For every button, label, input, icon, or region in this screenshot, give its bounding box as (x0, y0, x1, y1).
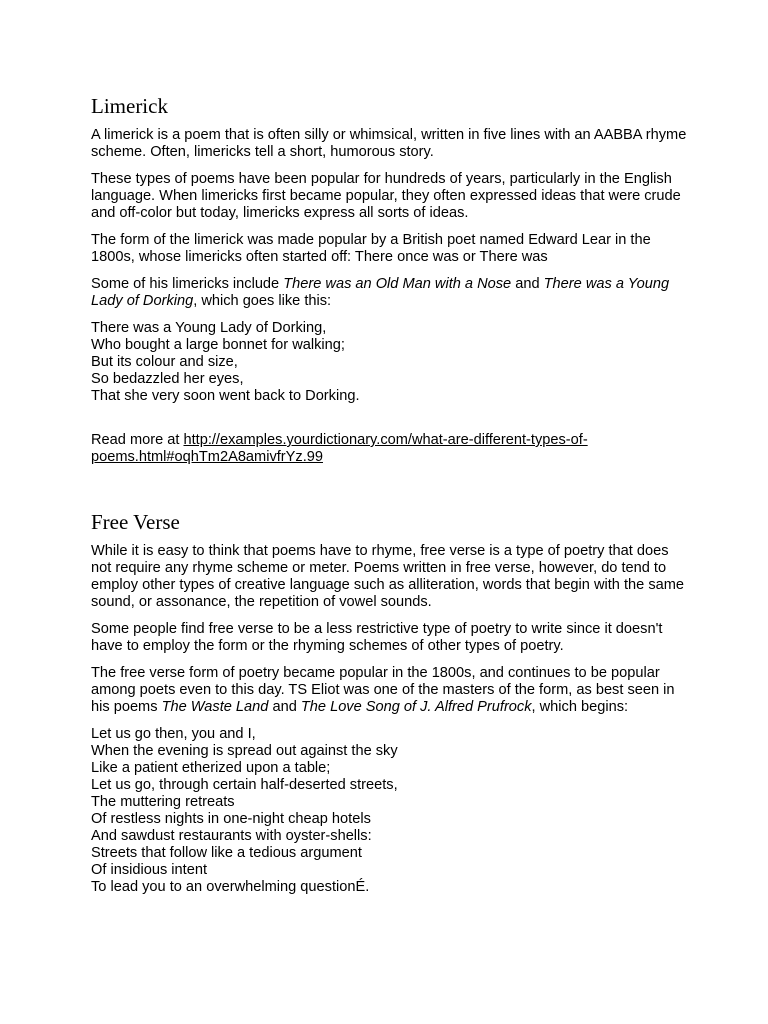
poem-line: Who bought a large bonnet for walking; (91, 337, 345, 353)
document-page (91, 92, 691, 906)
poem-line: That she very soon went back to Dorking. (91, 388, 360, 404)
poem-title: There was an Old Man with a Nose (283, 276, 512, 292)
poem-intro-paragraph (91, 665, 691, 716)
read-more-paragraph (91, 432, 691, 466)
poem-line: Let us go, through certain half-deserted streets, (91, 777, 398, 793)
poem-intro-paragraph (91, 276, 691, 310)
poem-title: The Love Song of J. Alfred Prufrock (300, 699, 532, 715)
paragraph: While it is easy to think that poems have to rhyme, free verse is a type of poetry that does not require any rhyme scheme or meter. Poems written in free verse, however, do tend to employ other types of creative language such as alliteration, words that begin with the same sound, or assonance, the repetition of vowel sounds. (91, 543, 684, 610)
poem-line: Let us go then, you and I, (91, 726, 256, 742)
intro-text: , which begins: (531, 699, 629, 715)
poem-line: There was a Young Lady of Dorking, (91, 320, 327, 336)
read-more-prefix: Read more at (91, 432, 184, 448)
poem-line: The muttering retreats (91, 794, 235, 810)
poem-line: To lead you to an overwhelming questionÉ. (91, 879, 370, 895)
paragraph: Some people find free verse to be a less restrictive type of poetry to write since it doesn't have to employ the form or the rhyming schemes of other types of poetry. (91, 621, 663, 654)
intro-text: and (268, 699, 301, 715)
poem-title: There was a Young Lady of Dorking (91, 276, 670, 309)
section-heading-free-verse: Free Verse (91, 510, 180, 534)
poem-title: The Waste Land (161, 699, 269, 715)
poem-line: When the evening is spread out against the sky (91, 743, 398, 759)
poem-line: Streets that follow like a tedious argument (91, 845, 362, 861)
section-heading-limerick: Limerick (91, 94, 168, 118)
paragraph: The form of the limerick was made popular by a British poet named Edward Lear in the 1800s, whose limericks often started off: There once was or There was (91, 232, 651, 265)
intro-text: and (511, 276, 544, 292)
source-link-line-1: http://examples.yourdictionary.com/what-are-different-types-of- (183, 432, 588, 448)
poem-line: But its colour and size, (91, 354, 238, 370)
poem-line: Of restless nights in one-night cheap hotels (91, 811, 371, 827)
intro-text: , which goes like this: (193, 293, 332, 309)
poem-block-limerick (91, 320, 691, 405)
intro-text: Some of his limericks include (91, 276, 284, 292)
poem-block-prufrock (91, 726, 691, 896)
intro-text: The free verse form of poetry became popular in the 1800s, and continues to be popular among poets even to this day. TS Eliot was one of the masters of the form, as best seen in his poems (91, 665, 675, 715)
poem-line: So bedazzled her eyes, (91, 371, 244, 387)
source-link-line-2: poems.html#oqhTm2A8amivfrYz.99 (91, 449, 323, 465)
paragraph: A limerick is a poem that is often silly or whimsical, written in five lines with an AABBA rhyme scheme. Often, limericks tell a short, humorous story. (91, 127, 687, 160)
poem-line: Of insidious intent (91, 862, 208, 878)
poem-line: And sawdust restaurants with oyster-shells: (91, 828, 372, 844)
paragraph: These types of poems have been popular for hundreds of years, particularly in the English language. When limericks first became popular, they often expressed ideas that were crude and off-color but today, limericks express all sorts of ideas. (91, 171, 681, 221)
poem-line: Like a patient etherized upon a table; (91, 760, 331, 776)
